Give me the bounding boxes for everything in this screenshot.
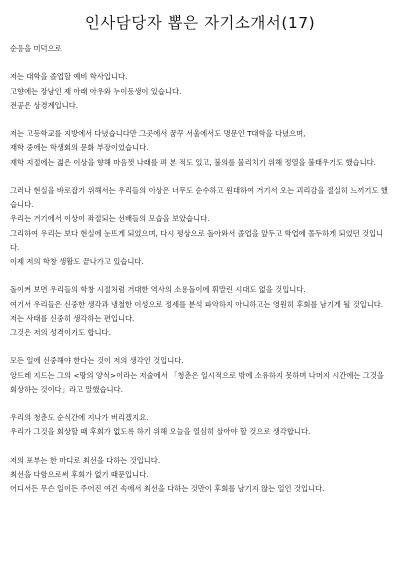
text-line: 전공은 상경계입니다. bbox=[10, 100, 79, 110]
text-line: 재학 중에는 학생회의 문화 부장이었습니다. bbox=[10, 143, 149, 153]
text-line: 저의 포부는 한 마디로 최선을 다하는 것입니다. bbox=[10, 455, 161, 465]
text-line: 최선을 다함으로써 후회가 없기 때문입니다. bbox=[10, 469, 149, 479]
text-line: 재학 지절에는 젊은 이상을 향해 마음껏 나래를 펴 본 적도 있고, 불의를 물리치기 위해 정열을 불태우기도 했습니다. bbox=[10, 157, 376, 167]
text-line: 어디서든 무슨 일이든 주어진 여건 속에서 최선을 다하는 것만이 후회를 남기지 않는 일인 것입니다. bbox=[10, 484, 325, 494]
document-body bbox=[10, 42, 390, 496]
text-line: 여기서 우리들은 신중한 생각과 냉철한 이성으로 정세를 분석 파악하지 아니하고는 영원히 후회를 남기게 될 것입니다. bbox=[10, 299, 384, 309]
paragraph bbox=[10, 283, 390, 340]
text-line: 우리가 그것을 회상할 때 후회가 없도록 하기 위해 오늘을 열심히 살아야 할 것으로 생각합니다. bbox=[10, 427, 311, 437]
paragraph bbox=[10, 42, 390, 56]
text-line: 이제 저의 학창 생활도 끝나가고 있습니다. bbox=[10, 257, 144, 266]
paragraph bbox=[10, 184, 390, 269]
paragraph bbox=[10, 127, 390, 170]
text-line: 저는 고등학교를 지방에서 다녔습니다만 그곳에서 꿈꾸 서울에서도 명문인 T대학을 다녔으며, bbox=[10, 129, 306, 139]
text-line: 그러나 현실을 바로잡기 위해서는 우리들의 이상은 너무도 순수하고 원대하여 거기서 오는 괴리감을 절실히 느끼기도 했습니다. bbox=[10, 185, 388, 210]
text-line: 돌이켜 보면 우리들의 학창 시절처럼 거대한 역사의 소용돌이에 휘말린 시대도 없을 것입니다. bbox=[10, 285, 306, 295]
text-line: 저는 사태를 신중히 생각하는 편입니다. bbox=[10, 313, 135, 323]
paragraph bbox=[10, 354, 390, 397]
document-title: 인사담당자 뽑은 자기소개서(17) bbox=[84, 14, 316, 32]
text-line: 모든 일에 신중해야 한다는 것이 저의 생각인 것입니다. bbox=[10, 356, 184, 366]
text-line: 그것은 저의 성격이기도 합니다. bbox=[10, 328, 111, 337]
paragraph bbox=[10, 454, 390, 497]
text-line: 앙드레 지드는 그의 <땅의 양식>이라는 저술에서 「청춘은 일시적으로 밖에 소유하지 못하며 나머지 시간에는 그것을 회상하는 것이다」라고 말했습니다. bbox=[10, 370, 384, 394]
paragraph bbox=[10, 70, 390, 113]
text-line: 그리하여 우리는 보다 현실에 눈뜨게 되었으며, 다시 평상으로 돌아와서 졸업을 앞두고 학업에 몰두하게 되었던 것입니다. bbox=[10, 228, 384, 252]
text-line: 순응을 미덕으로 bbox=[10, 44, 62, 53]
text-line: 우리는 거기에서 이상이 좌절되는 선배들의 모습을 보았습니다. bbox=[10, 214, 210, 224]
paragraph bbox=[10, 411, 390, 439]
text-line: 우리의 청춘도 순식간에 지나가 버리겠지요. bbox=[10, 413, 149, 423]
text-line: 저는 대학을 졸업할 예비 학사입니다. bbox=[10, 72, 128, 82]
text-line: 고향에는 장남인 제 아래 아우와 누이동생이 있습니다. bbox=[10, 86, 182, 96]
